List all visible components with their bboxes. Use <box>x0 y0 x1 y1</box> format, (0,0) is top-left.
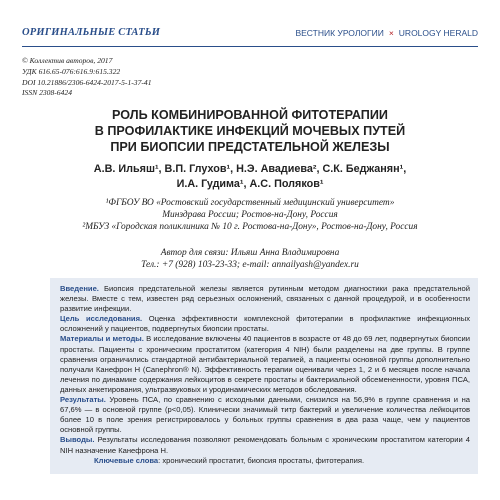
aim-label: Цель исследования. <box>60 314 143 324</box>
keywords-label: Ключевые слова <box>94 455 159 465</box>
abstract-aim <box>60 314 470 334</box>
authors-line-2: И.А. Гудима¹, А.С. Поляков¹ <box>176 178 324 190</box>
journal-name <box>295 28 478 38</box>
intro-label: Введение. <box>60 284 99 293</box>
article-meta <box>22 56 152 99</box>
title-line-2: В ПРОФИЛАКТИКЕ ИНФЕКЦИЙ МОЧЕВЫХ ПУТЕЙ <box>94 124 406 138</box>
contact-name: Автор для связи: Ильяш Анна Владимировна <box>160 248 340 258</box>
methods-text: В исследование включены 40 пациентов в возрасте от 48 до 69 лет, подвергнутых биопсии простаты. Пациенты с хроническим простатитом (категория 4 NIH) были разделены на две группы. В группе сравнения ограничились стандартной антибактериальной терапией, а пациенты основной группы дополнительно получали Канефрон Н (Canephron® N). Эффективность терапии оценивали через 1, 2 и 6 месяцев после начала лечения по динамике содержания лейкоцитов в секрете простаты и бактериальной обсемененности, уровня ПСА, данных анкетирования, ультразвуковых и уродинамических методов обследования. <box>60 334 471 394</box>
udk: УДК 616.65-076:616.9:615.322 <box>22 66 121 76</box>
affiliation-line-2: Минздрава России; Ростов-на-Дону, Россия <box>162 210 338 221</box>
journal-name-en: UROLOGY HERALD <box>398 28 478 38</box>
results-text: Уровень ПСА, по сравнению с исходными данными, снизился на 56,9% в группе сравнения и на 67,6% — в основной группе (p<0,05). Клинически значимый титр бактерий и увеличение количества лейкоцитов более 10 в поле зрения регистрировалось у больных группы сравнения в два раза чаще, чем у пациентов основной группы. <box>60 395 470 435</box>
title-line-1: РОЛЬ КОМБИНИРОВАННОЙ ФИТОТЕРАПИИ <box>112 108 388 122</box>
results-label: Результаты. <box>60 395 106 405</box>
affiliation-line-3: ²МБУЗ «Городская поликлиника № 10 г. Ростова-на-Дону», Ростов-на-Дону, Россия <box>82 222 418 233</box>
separator-icon: × <box>388 28 394 38</box>
section-title: ОРИГИНАЛЬНЫЕ СТАТЬИ <box>22 27 161 38</box>
abstract-keywords <box>60 456 470 466</box>
issn: ISSN 2308-6424 <box>22 88 72 98</box>
affiliation-line-1: ¹ФГБОУ ВО «Ростовский государственный медицинский университет» <box>105 198 395 208</box>
keywords-text: : хронический простатит, биопсия простаты, фитотерапия. <box>158 455 365 465</box>
authors <box>0 162 500 192</box>
copyright: © Коллектив авторов, 2017 <box>22 56 113 65</box>
conclusions-label: Выводы. <box>60 435 95 445</box>
journal-name-ru: ВЕСТНИК УРОЛОГИИ <box>295 28 384 38</box>
methods-label: Материалы и методы. <box>60 334 144 344</box>
abstract-conclusions <box>60 435 470 455</box>
conclusions-text: Результаты исследования позволяют рекомендовать больным с хроническим простатитом категории 4 NIH назначение Канефрона Н. <box>60 435 470 455</box>
doi: DOI 10.21886/2306-6424-2017-5-1-37-41 <box>22 77 152 87</box>
title-line-3: ПРИ БИОПСИИ ПРЕДСТАТЕЛЬНОЙ ЖЕЛЕЗЫ <box>110 140 390 154</box>
abstract-intro <box>60 284 470 314</box>
abstract-box <box>50 278 478 474</box>
intro-text: Биопсия предстательной железы является рутинным методом диагностики рака предстательной железы. Вместе с тем, известен ряд серьезных осложнений, связанных с данной процедурой, и в особенности развитие инфекции. <box>60 284 470 314</box>
contact-details: Тел.: +7 (928) 103-23-33; e-mail: annailyash@yandex.ru <box>141 260 359 271</box>
affiliations <box>0 197 500 234</box>
authors-line-1: А.В. Ильяш¹, В.П. Глухов¹, Н.Э. Авадиева², С.К. Беджанян¹, <box>93 163 407 175</box>
journal-header <box>22 24 478 47</box>
aim-text: Оценка эффективности комплексной фитотерапии в профилактике инфекционных осложнений у пациентов, подвергнутых биопсии простаты. <box>60 314 470 334</box>
abstract-methods <box>60 334 470 395</box>
corresponding-author <box>0 247 500 271</box>
abstract-results <box>60 395 470 435</box>
article-title <box>0 107 500 155</box>
